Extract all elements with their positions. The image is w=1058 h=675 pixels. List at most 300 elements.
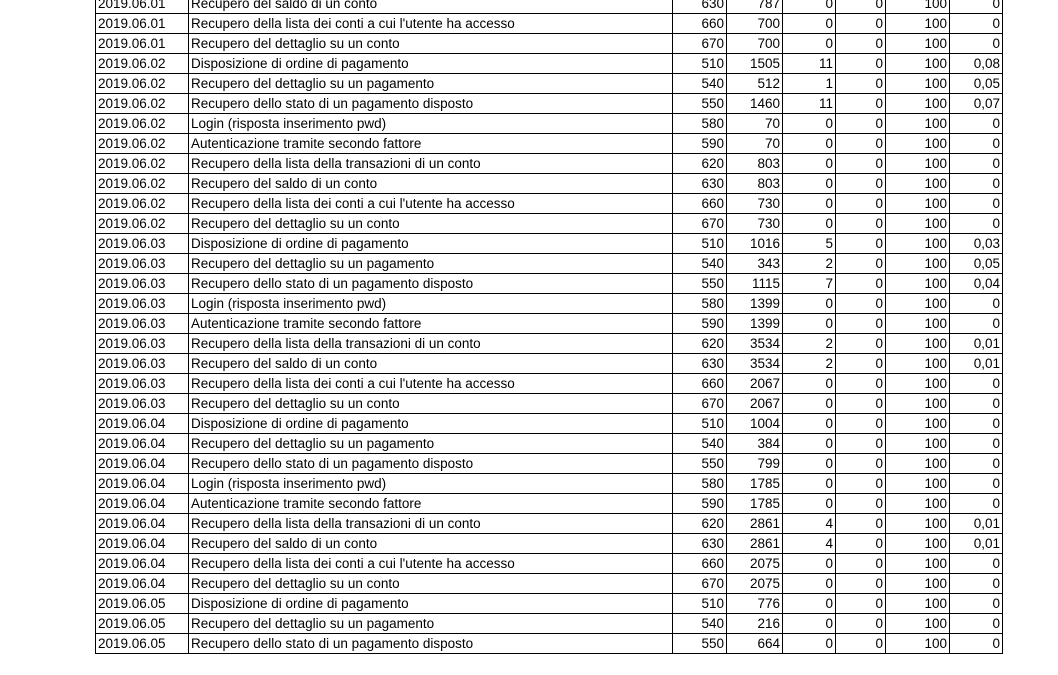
- zero-cell: 0: [836, 254, 886, 274]
- code-cell: 540: [673, 614, 727, 634]
- rate-cell: 0: [950, 454, 1003, 474]
- rate-cell: 0: [950, 634, 1003, 654]
- percent-cell: 100: [886, 214, 950, 234]
- percent-cell: 100: [886, 334, 950, 354]
- table-row: [96, 254, 1003, 274]
- code-cell: 620: [673, 514, 727, 534]
- zero-cell: 0: [836, 494, 886, 514]
- date-cell: 2019.06.03: [96, 334, 189, 354]
- code-cell: 630: [673, 354, 727, 374]
- count-cell: 2: [783, 334, 836, 354]
- date-cell: 2019.06.02: [96, 134, 189, 154]
- percent-cell: 100: [886, 614, 950, 634]
- operation-cell: Recupero della lista della transazioni di un conto: [189, 154, 673, 174]
- zero-cell: 0: [836, 14, 886, 34]
- date-cell: 2019.06.03: [96, 294, 189, 314]
- operation-cell: Recupero del saldo di un conto: [189, 354, 673, 374]
- operation-cell: Recupero del dettaglio su un conto: [189, 574, 673, 594]
- table-row: [96, 354, 1003, 374]
- table-row: [96, 0, 1003, 14]
- zero-cell: 0: [836, 574, 886, 594]
- code-cell: 620: [673, 154, 727, 174]
- count-cell: 0: [783, 34, 836, 54]
- date-cell: 2019.06.04: [96, 414, 189, 434]
- operation-cell: Autenticazione tramite secondo fattore: [189, 314, 673, 334]
- percent-cell: 100: [886, 74, 950, 94]
- table-row: [96, 154, 1003, 174]
- percent-cell: 100: [886, 0, 950, 14]
- operation-cell: Recupero della lista dei conti a cui l'utente ha accesso: [189, 554, 673, 574]
- operation-cell: Recupero della lista della transazioni di un conto: [189, 334, 673, 354]
- zero-cell: 0: [836, 394, 886, 414]
- code-cell: 550: [673, 94, 727, 114]
- date-cell: 2019.06.05: [96, 634, 189, 654]
- table-row: [96, 134, 1003, 154]
- table-row: [96, 314, 1003, 334]
- count-cell: 0: [783, 554, 836, 574]
- zero-cell: 0: [836, 34, 886, 54]
- zero-cell: 0: [836, 474, 886, 494]
- requests-cell: 730: [727, 214, 783, 234]
- requests-cell: 512: [727, 74, 783, 94]
- zero-cell: 0: [836, 434, 886, 454]
- zero-cell: 0: [836, 114, 886, 134]
- percent-cell: 100: [886, 354, 950, 374]
- percent-cell: 100: [886, 174, 950, 194]
- requests-cell: 2861: [727, 514, 783, 534]
- table-row: [96, 234, 1003, 254]
- count-cell: 11: [783, 94, 836, 114]
- zero-cell: 0: [836, 454, 886, 474]
- rate-cell: 0,07: [950, 94, 1003, 114]
- date-cell: 2019.06.04: [96, 454, 189, 474]
- code-cell: 510: [673, 594, 727, 614]
- operation-cell: Recupero del dettaglio su un conto: [189, 34, 673, 54]
- code-cell: 630: [673, 534, 727, 554]
- date-cell: 2019.06.02: [96, 114, 189, 134]
- operation-cell: Recupero del dettaglio su un pagamento: [189, 434, 673, 454]
- operation-cell: Recupero della lista dei conti a cui l'utente ha accesso: [189, 14, 673, 34]
- count-cell: 4: [783, 534, 836, 554]
- rate-cell: 0: [950, 34, 1003, 54]
- percent-cell: 100: [886, 234, 950, 254]
- date-cell: 2019.06.04: [96, 474, 189, 494]
- requests-cell: 1785: [727, 494, 783, 514]
- zero-cell: 0: [836, 554, 886, 574]
- rate-cell: 0: [950, 434, 1003, 454]
- rate-cell: 0: [950, 0, 1003, 14]
- count-cell: 0: [783, 154, 836, 174]
- zero-cell: 0: [836, 194, 886, 214]
- zero-cell: 0: [836, 234, 886, 254]
- operation-cell: Recupero della lista dei conti a cui l'utente ha accesso: [189, 194, 673, 214]
- table-row: [96, 634, 1003, 654]
- count-cell: 0: [783, 454, 836, 474]
- zero-cell: 0: [836, 634, 886, 654]
- code-cell: 660: [673, 14, 727, 34]
- requests-cell: 2067: [727, 374, 783, 394]
- zero-cell: 0: [836, 334, 886, 354]
- requests-cell: 1399: [727, 294, 783, 314]
- code-cell: 620: [673, 334, 727, 354]
- percent-cell: 100: [886, 594, 950, 614]
- table-row: [96, 174, 1003, 194]
- count-cell: 0: [783, 314, 836, 334]
- percent-cell: 100: [886, 574, 950, 594]
- operation-cell: Recupero del dettaglio su un pagamento: [189, 254, 673, 274]
- percent-cell: 100: [886, 114, 950, 134]
- rate-cell: 0,05: [950, 254, 1003, 274]
- data-table: [95, 0, 1003, 654]
- operation-cell: Recupero del saldo di un conto: [189, 534, 673, 554]
- count-cell: 1: [783, 74, 836, 94]
- code-cell: 550: [673, 634, 727, 654]
- code-cell: 670: [673, 574, 727, 594]
- zero-cell: 0: [836, 514, 886, 534]
- table-row: [96, 74, 1003, 94]
- operation-cell: Recupero del dettaglio su un conto: [189, 214, 673, 234]
- code-cell: 580: [673, 114, 727, 134]
- zero-cell: 0: [836, 534, 886, 554]
- percent-cell: 100: [886, 374, 950, 394]
- requests-cell: 700: [727, 34, 783, 54]
- code-cell: 510: [673, 54, 727, 74]
- zero-cell: 0: [836, 74, 886, 94]
- requests-cell: 70: [727, 114, 783, 134]
- requests-cell: 1004: [727, 414, 783, 434]
- count-cell: 0: [783, 614, 836, 634]
- date-cell: 2019.06.04: [96, 514, 189, 534]
- code-cell: 510: [673, 234, 727, 254]
- requests-cell: 2861: [727, 534, 783, 554]
- rate-cell: 0: [950, 174, 1003, 194]
- operation-cell: Recupero della lista della transazioni di un conto: [189, 514, 673, 534]
- count-cell: 0: [783, 214, 836, 234]
- percent-cell: 100: [886, 94, 950, 114]
- count-cell: 0: [783, 174, 836, 194]
- count-cell: 11: [783, 54, 836, 74]
- operation-cell: Autenticazione tramite secondo fattore: [189, 134, 673, 154]
- date-cell: 2019.06.02: [96, 174, 189, 194]
- percent-cell: 100: [886, 34, 950, 54]
- code-cell: 550: [673, 274, 727, 294]
- rate-cell: 0: [950, 214, 1003, 234]
- requests-cell: 803: [727, 174, 783, 194]
- count-cell: 0: [783, 574, 836, 594]
- date-cell: 2019.06.03: [96, 234, 189, 254]
- rate-cell: 0,01: [950, 534, 1003, 554]
- rate-cell: 0,08: [950, 54, 1003, 74]
- count-cell: 0: [783, 474, 836, 494]
- count-cell: 0: [783, 494, 836, 514]
- table-row: [96, 574, 1003, 594]
- code-cell: 540: [673, 434, 727, 454]
- requests-cell: 776: [727, 594, 783, 614]
- rate-cell: 0: [950, 114, 1003, 134]
- operation-cell: Login (risposta inserimento pwd): [189, 294, 673, 314]
- table-row: [96, 494, 1003, 514]
- requests-cell: 3534: [727, 354, 783, 374]
- zero-cell: 0: [836, 214, 886, 234]
- rate-cell: 0: [950, 314, 1003, 334]
- zero-cell: 0: [836, 274, 886, 294]
- date-cell: 2019.06.01: [96, 34, 189, 54]
- percent-cell: 100: [886, 154, 950, 174]
- code-cell: 580: [673, 474, 727, 494]
- requests-cell: 1460: [727, 94, 783, 114]
- count-cell: 0: [783, 134, 836, 154]
- date-cell: 2019.06.04: [96, 534, 189, 554]
- rate-cell: 0: [950, 294, 1003, 314]
- requests-cell: 2075: [727, 554, 783, 574]
- zero-cell: 0: [836, 54, 886, 74]
- operation-cell: Recupero del dettaglio su un pagamento: [189, 74, 673, 94]
- count-cell: 2: [783, 354, 836, 374]
- count-cell: 0: [783, 634, 836, 654]
- requests-cell: 2067: [727, 394, 783, 414]
- count-cell: 5: [783, 234, 836, 254]
- requests-cell: 700: [727, 14, 783, 34]
- date-cell: 2019.06.02: [96, 214, 189, 234]
- requests-cell: 216: [727, 614, 783, 634]
- rate-cell: 0: [950, 574, 1003, 594]
- table-row: [96, 594, 1003, 614]
- date-cell: 2019.06.02: [96, 74, 189, 94]
- requests-cell: 1785: [727, 474, 783, 494]
- percent-cell: 100: [886, 314, 950, 334]
- zero-cell: 0: [836, 614, 886, 634]
- requests-cell: 343: [727, 254, 783, 274]
- table-row: [96, 274, 1003, 294]
- rate-cell: 0,04: [950, 274, 1003, 294]
- count-cell: 0: [783, 194, 836, 214]
- percent-cell: 100: [886, 514, 950, 534]
- rate-cell: 0: [950, 134, 1003, 154]
- percent-cell: 100: [886, 414, 950, 434]
- zero-cell: 0: [836, 174, 886, 194]
- table-body: [96, 0, 1003, 654]
- count-cell: 4: [783, 514, 836, 534]
- operation-cell: Recupero della lista dei conti a cui l'utente ha accesso: [189, 374, 673, 394]
- count-cell: 0: [783, 0, 836, 14]
- date-cell: 2019.06.05: [96, 594, 189, 614]
- operation-cell: Recupero dello stato di un pagamento disposto: [189, 634, 673, 654]
- code-cell: 590: [673, 314, 727, 334]
- operation-cell: Recupero del dettaglio su un conto: [189, 394, 673, 414]
- code-cell: 670: [673, 394, 727, 414]
- date-cell: 2019.06.03: [96, 314, 189, 334]
- code-cell: 590: [673, 494, 727, 514]
- date-cell: 2019.06.03: [96, 374, 189, 394]
- count-cell: 0: [783, 594, 836, 614]
- operation-cell: Recupero dello stato di un pagamento disposto: [189, 274, 673, 294]
- requests-cell: 70: [727, 134, 783, 154]
- percent-cell: 100: [886, 294, 950, 314]
- count-cell: 0: [783, 374, 836, 394]
- count-cell: 0: [783, 294, 836, 314]
- zero-cell: 0: [836, 0, 886, 14]
- percent-cell: 100: [886, 194, 950, 214]
- code-cell: 660: [673, 374, 727, 394]
- rate-cell: 0: [950, 394, 1003, 414]
- operation-cell: Disposizione di ordine di pagamento: [189, 54, 673, 74]
- requests-cell: 1505: [727, 54, 783, 74]
- table-row: [96, 474, 1003, 494]
- date-cell: 2019.06.01: [96, 14, 189, 34]
- operation-cell: Recupero del saldo di un conto: [189, 0, 673, 14]
- code-cell: 510: [673, 414, 727, 434]
- rate-cell: 0: [950, 474, 1003, 494]
- operation-cell: Recupero del saldo di un conto: [189, 174, 673, 194]
- operation-cell: Disposizione di ordine di pagamento: [189, 234, 673, 254]
- requests-cell: 1016: [727, 234, 783, 254]
- count-cell: 0: [783, 434, 836, 454]
- percent-cell: 100: [886, 634, 950, 654]
- table-row: [96, 54, 1003, 74]
- operation-cell: Recupero dello stato di un pagamento disposto: [189, 94, 673, 114]
- date-cell: 2019.06.05: [96, 614, 189, 634]
- zero-cell: 0: [836, 134, 886, 154]
- table-row: [96, 554, 1003, 574]
- date-cell: 2019.06.02: [96, 194, 189, 214]
- requests-cell: 787: [727, 0, 783, 14]
- rate-cell: 0: [950, 494, 1003, 514]
- table-row: [96, 334, 1003, 354]
- code-cell: 550: [673, 454, 727, 474]
- code-cell: 670: [673, 34, 727, 54]
- zero-cell: 0: [836, 314, 886, 334]
- code-cell: 660: [673, 554, 727, 574]
- date-cell: 2019.06.03: [96, 354, 189, 374]
- rate-cell: 0: [950, 594, 1003, 614]
- code-cell: 540: [673, 74, 727, 94]
- operation-cell: Autenticazione tramite secondo fattore: [189, 494, 673, 514]
- table-row: [96, 434, 1003, 454]
- table-row: [96, 414, 1003, 434]
- table-row: [96, 534, 1003, 554]
- code-cell: 580: [673, 294, 727, 314]
- code-cell: 670: [673, 214, 727, 234]
- date-cell: 2019.06.04: [96, 434, 189, 454]
- code-cell: 590: [673, 134, 727, 154]
- operation-cell: Recupero dello stato di un pagamento disposto: [189, 454, 673, 474]
- count-cell: 0: [783, 414, 836, 434]
- zero-cell: 0: [836, 294, 886, 314]
- date-cell: 2019.06.01: [96, 0, 189, 14]
- date-cell: 2019.06.03: [96, 254, 189, 274]
- percent-cell: 100: [886, 14, 950, 34]
- rate-cell: 0,01: [950, 354, 1003, 374]
- date-cell: 2019.06.04: [96, 554, 189, 574]
- data-sheet: [95, 0, 1000, 654]
- zero-cell: 0: [836, 594, 886, 614]
- table-row: [96, 514, 1003, 534]
- requests-cell: 664: [727, 634, 783, 654]
- rate-cell: 0,03: [950, 234, 1003, 254]
- requests-cell: 1399: [727, 314, 783, 334]
- date-cell: 2019.06.02: [96, 94, 189, 114]
- table-row: [96, 294, 1003, 314]
- requests-cell: 730: [727, 194, 783, 214]
- count-cell: 2: [783, 254, 836, 274]
- code-cell: 630: [673, 174, 727, 194]
- zero-cell: 0: [836, 94, 886, 114]
- table-row: [96, 34, 1003, 54]
- code-cell: 630: [673, 0, 727, 14]
- date-cell: 2019.06.02: [96, 54, 189, 74]
- rate-cell: 0,05: [950, 74, 1003, 94]
- rate-cell: 0,01: [950, 334, 1003, 354]
- rate-cell: 0: [950, 414, 1003, 434]
- percent-cell: 100: [886, 534, 950, 554]
- table-row: [96, 394, 1003, 414]
- rate-cell: 0: [950, 614, 1003, 634]
- table-row: [96, 94, 1003, 114]
- table-row: [96, 214, 1003, 234]
- percent-cell: 100: [886, 254, 950, 274]
- date-cell: 2019.06.04: [96, 574, 189, 594]
- percent-cell: 100: [886, 394, 950, 414]
- percent-cell: 100: [886, 434, 950, 454]
- rate-cell: 0,01: [950, 514, 1003, 534]
- table-row: [96, 374, 1003, 394]
- zero-cell: 0: [836, 154, 886, 174]
- requests-cell: 2075: [727, 574, 783, 594]
- table-row: [96, 454, 1003, 474]
- date-cell: 2019.06.04: [96, 494, 189, 514]
- zero-cell: 0: [836, 414, 886, 434]
- code-cell: 540: [673, 254, 727, 274]
- table-row: [96, 614, 1003, 634]
- rate-cell: 0: [950, 554, 1003, 574]
- date-cell: 2019.06.03: [96, 274, 189, 294]
- percent-cell: 100: [886, 494, 950, 514]
- operation-cell: Login (risposta inserimento pwd): [189, 114, 673, 134]
- count-cell: 0: [783, 394, 836, 414]
- percent-cell: 100: [886, 134, 950, 154]
- percent-cell: 100: [886, 474, 950, 494]
- percent-cell: 100: [886, 274, 950, 294]
- percent-cell: 100: [886, 554, 950, 574]
- count-cell: 7: [783, 274, 836, 294]
- percent-cell: 100: [886, 454, 950, 474]
- requests-cell: 3534: [727, 334, 783, 354]
- operation-cell: Login (risposta inserimento pwd): [189, 474, 673, 494]
- rate-cell: 0: [950, 374, 1003, 394]
- date-cell: 2019.06.02: [96, 154, 189, 174]
- rate-cell: 0: [950, 14, 1003, 34]
- operation-cell: Recupero del dettaglio su un pagamento: [189, 614, 673, 634]
- table-row: [96, 114, 1003, 134]
- rate-cell: 0: [950, 154, 1003, 174]
- requests-cell: 799: [727, 454, 783, 474]
- date-cell: 2019.06.03: [96, 394, 189, 414]
- count-cell: 0: [783, 114, 836, 134]
- count-cell: 0: [783, 14, 836, 34]
- code-cell: 660: [673, 194, 727, 214]
- percent-cell: 100: [886, 54, 950, 74]
- rate-cell: 0: [950, 194, 1003, 214]
- requests-cell: 384: [727, 434, 783, 454]
- operation-cell: Disposizione di ordine di pagamento: [189, 414, 673, 434]
- requests-cell: 803: [727, 154, 783, 174]
- zero-cell: 0: [836, 374, 886, 394]
- zero-cell: 0: [836, 354, 886, 374]
- operation-cell: Disposizione di ordine di pagamento: [189, 594, 673, 614]
- requests-cell: 1115: [727, 274, 783, 294]
- table-row: [96, 194, 1003, 214]
- table-row: [96, 14, 1003, 34]
